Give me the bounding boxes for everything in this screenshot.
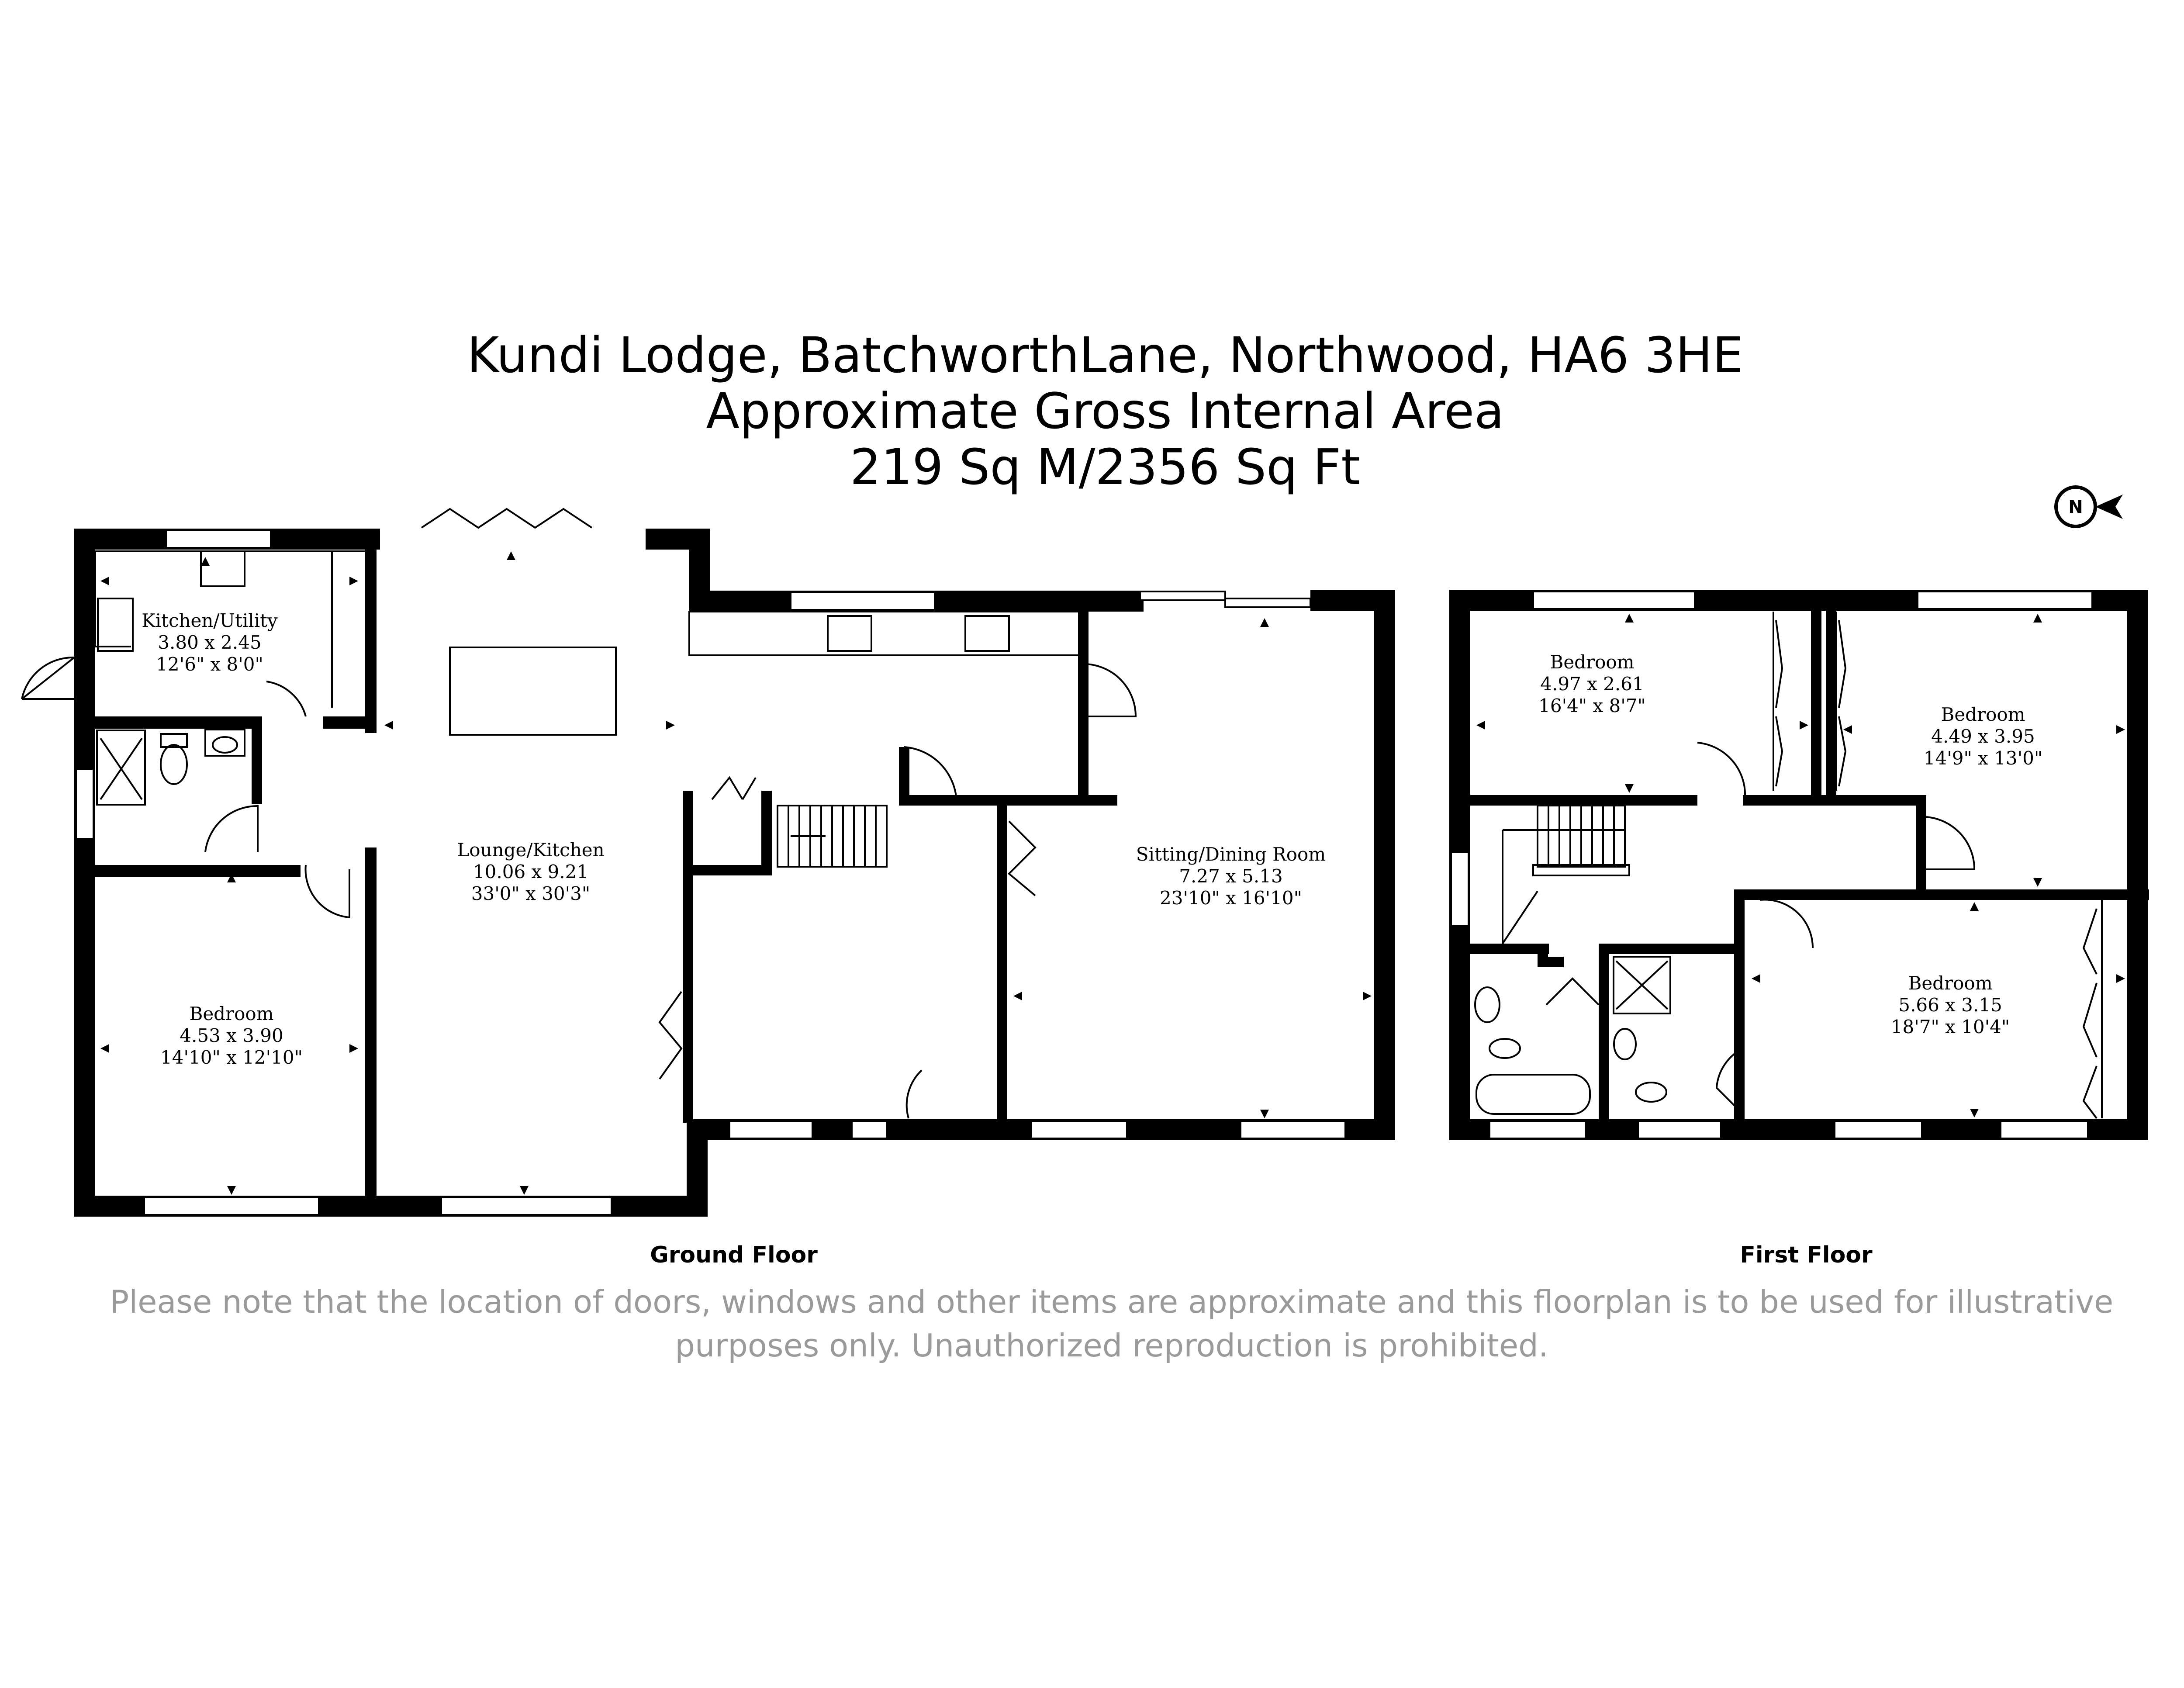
room-name: Bedroom: [189, 1003, 274, 1024]
room-name: Bedroom: [1550, 651, 1635, 673]
room-imperial: 12'6" x 8'0": [156, 654, 263, 675]
ground-floor-room-labels: [142, 610, 1326, 1268]
room-imperial: 33'0" x 30'3": [471, 883, 591, 904]
address-title: Kundi Lodge, BatchworthLane, Northwood, HA6 3HE: [467, 327, 1744, 384]
room-metric: 4.97 x 2.61: [1540, 673, 1644, 695]
room-metric: 4.53 x 3.90: [180, 1025, 283, 1046]
room-metric: 3.80 x 2.45: [158, 632, 262, 653]
bath-icon: [1476, 1075, 1590, 1114]
room-name: Kitchen/Utility: [142, 610, 278, 631]
ground-floor-label: Ground Floor: [650, 1242, 818, 1268]
disclaimer-line-2: purposes only. Unauthorized reproduction is prohibited.: [675, 1327, 1548, 1364]
room-imperial: 14'9" x 13'0": [1923, 747, 2043, 769]
first-floor-label: First Floor: [1740, 1242, 1873, 1268]
wardrobe-icon: [1773, 612, 1782, 791]
header: [467, 327, 1743, 496]
room-imperial: 18'7" x 10'4": [1890, 1016, 2010, 1038]
utility-sink-icon: [201, 551, 245, 586]
room-name: Sitting/Dining Room: [1136, 844, 1326, 865]
room-metric: 10.06 x 9.21: [473, 861, 589, 882]
utility-hob-icon: [98, 598, 133, 651]
wardrobe-icon: [2084, 900, 2102, 1118]
room-imperial: 14'10" x 12'10": [160, 1047, 303, 1068]
wardrobe-icon: [1836, 612, 1845, 791]
basin-icon: [1614, 1029, 1636, 1059]
wc-icon: [1489, 1039, 1520, 1058]
room-name: Bedroom: [1941, 704, 2025, 725]
area-caption: Approximate Gross Internal Area: [706, 383, 1504, 440]
basin-icon: [1475, 987, 1500, 1022]
compass-letter: N: [2068, 497, 2083, 517]
kitchen-sink-icon: [828, 616, 871, 651]
kitchen-hob-icon: [965, 616, 1009, 651]
disclaimer-line-1: Please note that the location of doors, windows and other items are approximate and this floorplan is to be used for illustrative: [110, 1283, 2114, 1320]
room-name: Bedroom: [1908, 972, 1993, 994]
wc-icon: [1636, 1083, 1666, 1102]
room-metric: 4.49 x 3.95: [1931, 726, 2035, 747]
room-metric: 7.27 x 5.13: [1179, 865, 1283, 887]
north-arrow-icon: [2056, 487, 2123, 526]
room-imperial: 16'4" x 8'7": [1538, 695, 1646, 716]
room-metric: 5.66 x 3.15: [1898, 994, 2002, 1016]
area-value: 219 Sq M/2356 Sq Ft: [850, 439, 1361, 496]
room-name: Lounge/Kitchen: [457, 839, 605, 861]
kitchen-island: [450, 647, 616, 735]
bifold-doors-icon: [422, 509, 592, 528]
room-imperial: 23'10" x 16'10": [1160, 887, 1302, 909]
disclaimer: [110, 1283, 2114, 1364]
